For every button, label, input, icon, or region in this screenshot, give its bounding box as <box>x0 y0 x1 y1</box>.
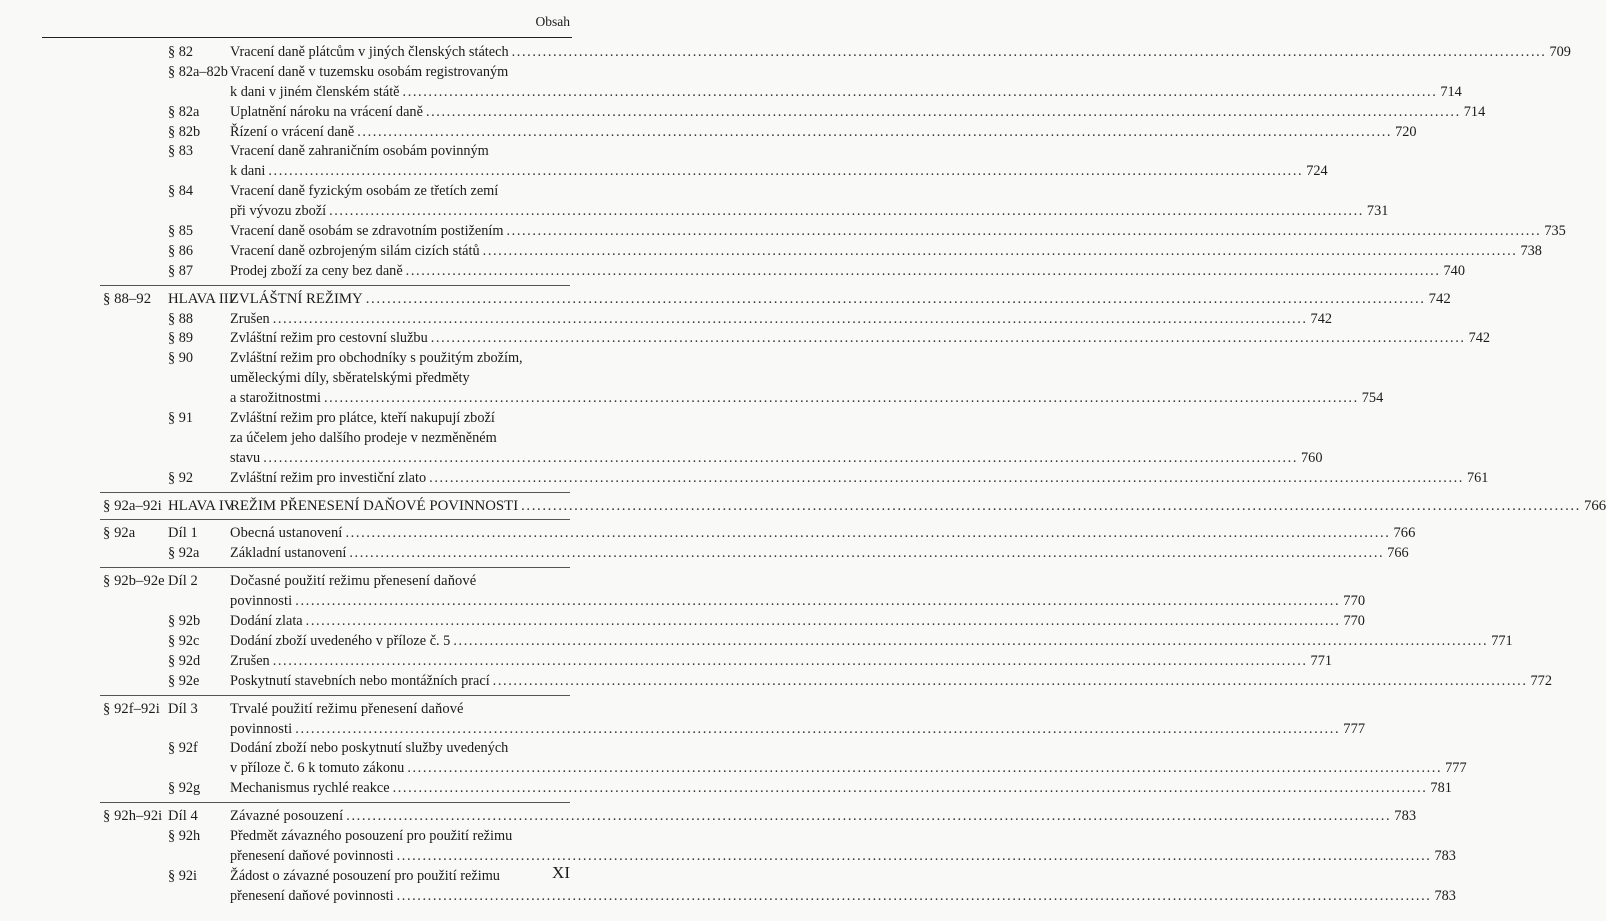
toc-subsection-label: § 85 <box>168 223 194 240</box>
toc-entry-title: Základní ustanovení <box>230 545 347 562</box>
toc-subsection-label: Díl 2 <box>168 573 198 590</box>
toc-entry-title: Vracení daně osobám se zdravotním postižením <box>230 223 504 240</box>
toc-subsection-label: Díl 3 <box>168 700 198 717</box>
toc-entry[interactable] <box>0 222 1566 242</box>
toc-subsection-label: HLAVA III <box>168 290 234 307</box>
toc-entry-line <box>0 369 600 389</box>
toc-entry-line <box>0 497 1606 517</box>
toc-entry-line <box>0 142 600 162</box>
toc-entry-line <box>0 469 1489 489</box>
dot-leader: ........................................................................................................................................................................................................ <box>272 310 1308 327</box>
section-divider <box>0 516 600 524</box>
toc-entry-title: při vývozu zboží <box>230 203 327 220</box>
toc-entry-title: Prodej zboží za ceny bez daně <box>230 262 403 279</box>
toc-entry-line <box>0 700 600 720</box>
toc-entry-title: Vracení daně zahraničním osobám povinným <box>230 143 489 160</box>
toc-entry-line <box>0 759 1467 779</box>
toc-subsection-label: § 87 <box>168 262 194 279</box>
section-divider <box>0 692 600 700</box>
toc-page-ref: 777 <box>1343 720 1366 737</box>
toc-page-ref: 766 <box>1393 525 1416 542</box>
toc-page-ref: 781 <box>1430 780 1452 797</box>
toc-entry-line <box>0 63 600 83</box>
toc-page-ref: 766 <box>1387 545 1409 562</box>
toc-entry[interactable] <box>0 524 1416 544</box>
dot-leader: ........................................................................................................................................................................................................ <box>511 44 1547 60</box>
toc-subsection-label: § 90 <box>168 350 194 367</box>
toc-entry-line <box>0 83 1462 103</box>
toc-subsection-label: HLAVA IV <box>168 497 235 514</box>
toc-page-ref: 740 <box>1443 262 1465 279</box>
toc-entry-line <box>0 847 1456 867</box>
toc-subsection-label: § 89 <box>168 330 194 347</box>
toc-entry[interactable] <box>0 632 1513 652</box>
toc-entry-line <box>0 807 1417 827</box>
toc-entry-line <box>0 572 600 592</box>
toc-entry[interactable] <box>0 182 1389 222</box>
toc-page-ref: 783 <box>1394 808 1417 825</box>
toc-page-ref: 735 <box>1544 223 1566 240</box>
toc-subsection-label: § 88 <box>168 310 194 327</box>
toc-page-ref: 742 <box>1468 330 1491 347</box>
toc-entry-title: Závazné posouzení <box>230 808 344 825</box>
toc-page-ref: 742 <box>1310 310 1332 327</box>
toc-subsection-label: § 92a <box>168 545 200 562</box>
toc-page-ref: 766 <box>1583 497 1606 514</box>
toc-page-ref: 714 <box>1463 103 1486 120</box>
section-divider <box>0 799 600 807</box>
toc-entry-line <box>0 524 1416 544</box>
toc-entry-title: Zrušen <box>230 652 270 669</box>
toc-entry-line <box>0 123 1417 143</box>
toc-entry-title: za účelem jeho dalšího prodeje v nezměněném <box>230 429 497 446</box>
toc-subsection-label: § 92g <box>168 780 201 797</box>
toc-subsection-label: § 83 <box>168 143 194 160</box>
toc-section-range: § 92f–92i <box>103 700 160 717</box>
table-of-contents <box>0 43 1606 907</box>
toc-entry-title: Poskytnutí stavebních nebo montážních prací <box>230 672 490 689</box>
dot-leader: ........................................................................................................................................................................................................ <box>305 613 1341 630</box>
toc-entry-line <box>0 739 600 759</box>
toc-entry-title: stavu <box>230 449 261 466</box>
dot-leader: ........................................................................................................................................................................................................ <box>396 887 1432 904</box>
toc-entry-line <box>0 720 1366 740</box>
toc-entry[interactable] <box>0 652 1332 672</box>
toc-entry-title: přenesení daňové povinnosti <box>230 847 394 864</box>
section-divider <box>0 489 600 497</box>
toc-entry[interactable] <box>0 63 1462 103</box>
dot-leader: ........................................................................................................................................................................................................ <box>492 672 1528 689</box>
toc-entry-title: přenesení daňové povinnosti <box>230 887 394 904</box>
toc-page-ref: 742 <box>1428 290 1451 307</box>
toc-entry-line <box>0 632 1513 652</box>
toc-entry-line <box>0 310 1332 330</box>
toc-entry-title: Uplatnění nároku na vrácení daně <box>230 103 423 120</box>
toc-entry-line <box>0 162 1328 182</box>
toc-subsection-label: § 82a–82b <box>168 63 228 80</box>
toc-entry-title: REŽIM PŘENESENÍ DAŇOVÉ POVINNOSTI <box>230 497 519 514</box>
dot-leader: ........................................................................................................................................................................................................ <box>295 720 1341 737</box>
toc-entry-line <box>0 429 600 449</box>
toc-entry-title: Předmět závazného posouzení pro použití režimu <box>230 827 513 844</box>
toc-subsection-label: § 92f <box>168 740 198 757</box>
running-header-title: Obsah <box>535 14 570 29</box>
page-number: XI <box>552 863 570 882</box>
toc-entry-title: Dodání zboží uvedeného v příloze č. 5 <box>230 632 451 649</box>
toc-entry-title: Dodání zboží nebo poskytnutí služby uvedených <box>230 740 509 757</box>
toc-page-ref: 709 <box>1549 44 1571 60</box>
toc-subsection-label: § 86 <box>168 242 194 259</box>
dot-leader: ........................................................................................................................................................................................................ <box>402 83 1438 100</box>
toc-entry-line <box>0 409 600 429</box>
toc-subsection-label: § 92i <box>168 867 197 884</box>
toc-subsection-label: § 82 <box>168 44 194 60</box>
dot-leader: ........................................................................................................................................................................................................ <box>392 780 1428 797</box>
toc-entry-title: v příloze č. 6 k tomuto zákonu <box>230 760 405 777</box>
toc-page-ref: 783 <box>1434 847 1456 864</box>
toc-entry-title: Vracení daně v tuzemsku osobám registrovaným <box>230 63 509 80</box>
toc-entry-title: Zvláštní režim pro obchodníky s použitým zbožím, <box>230 350 523 367</box>
toc-page-ref: 738 <box>1520 242 1542 259</box>
dot-leader: ........................................................................................................................................................................................................ <box>263 449 1299 466</box>
toc-entry-title: Zrušen <box>230 310 270 327</box>
dot-leader: ........................................................................................................................................................................................................ <box>425 103 1461 120</box>
dot-leader: ........................................................................................................................................................................................................ <box>405 262 1441 279</box>
toc-entry-title: Dočasné použití režimu přenesení daňové <box>230 573 477 590</box>
toc-subsection-label: § 92c <box>168 632 200 649</box>
toc-entry-line <box>0 544 1409 564</box>
toc-entry-title: Mechanismus rychlé reakce <box>230 780 390 797</box>
dot-leader: ........................................................................................................................................................................................................ <box>407 760 1443 777</box>
toc-entry-title: Obecná ustanovení <box>230 525 343 542</box>
toc-entry-line <box>0 449 1323 469</box>
toc-entry[interactable] <box>0 497 1606 517</box>
toc-entry[interactable] <box>0 349 1384 409</box>
toc-entry[interactable] <box>0 103 1486 123</box>
toc-page-ref: 770 <box>1343 613 1365 630</box>
toc-page-ref: 724 <box>1306 163 1328 180</box>
toc-entry-title: a starožitnostmi <box>230 390 321 407</box>
dot-leader: ........................................................................................................................................................................................................ <box>346 808 1392 825</box>
dot-leader: ........................................................................................................................................................................................................ <box>521 497 1581 514</box>
dot-leader: ........................................................................................................................................................................................................ <box>295 593 1341 610</box>
toc-entry-line <box>0 329 1491 349</box>
toc-entry[interactable] <box>0 572 1366 612</box>
dot-leader: ........................................................................................................................................................................................................ <box>329 203 1364 220</box>
header-rule <box>42 37 572 38</box>
dot-leader: ........................................................................................................................................................................................................ <box>430 330 1466 347</box>
toc-page-ref: 760 <box>1301 449 1323 466</box>
toc-entry-title: Řízení o vrácení daně <box>230 123 355 140</box>
toc-page-ref: 770 <box>1343 593 1366 610</box>
toc-subsection-label: § 82a <box>168 103 200 120</box>
toc-entry[interactable] <box>0 242 1542 262</box>
toc-section-range: § 92h–92i <box>103 808 163 825</box>
toc-entry-line <box>0 242 1542 262</box>
toc-page-ref: 783 <box>1434 887 1456 904</box>
toc-subsection-label: § 92b <box>168 613 201 630</box>
toc-subsection-label: § 82b <box>168 123 201 140</box>
toc-page-ref: 772 <box>1530 672 1552 689</box>
toc-entry-line <box>0 867 600 887</box>
toc-subsection-label: § 92h <box>168 827 201 844</box>
toc-entry-title: Zvláštní režim pro investiční zlato <box>230 469 427 486</box>
toc-entry[interactable] <box>0 409 1323 469</box>
toc-entry[interactable] <box>0 779 1452 799</box>
toc-subsection-label: Díl 4 <box>168 808 198 825</box>
toc-entry[interactable] <box>0 329 1491 349</box>
dot-leader: ........................................................................................................................................................................................................ <box>357 123 1393 140</box>
toc-entry[interactable] <box>0 700 1366 740</box>
dot-leader: ........................................................................................................................................................................................................ <box>365 290 1426 307</box>
dot-leader: ........................................................................................................................................................................................................ <box>429 469 1464 486</box>
toc-entry-title: Žádost o závazné posouzení pro použití režimu <box>230 867 500 884</box>
toc-entry-title: Dodání zlata <box>230 613 303 630</box>
dot-leader: ........................................................................................................................................................................................................ <box>268 163 1304 180</box>
section-divider <box>0 564 600 572</box>
dot-leader: ........................................................................................................................................................................................................ <box>506 223 1542 240</box>
dot-leader: ........................................................................................................................................................................................................ <box>453 632 1489 649</box>
toc-entry-line <box>0 222 1566 242</box>
toc-entry-title: Zvláštní režim pro plátce, kteří nakupují zboží <box>230 410 495 427</box>
toc-entry[interactable] <box>0 544 1409 564</box>
toc-subsection-label: § 92d <box>168 652 201 669</box>
toc-entry-line <box>0 103 1486 123</box>
toc-entry[interactable] <box>0 262 1465 282</box>
dot-leader: ........................................................................................................................................................................................................ <box>482 242 1518 259</box>
toc-entry[interactable] <box>0 739 1467 779</box>
toc-page-ref: 714 <box>1440 83 1462 100</box>
dot-leader: ........................................................................................................................................................................................................ <box>396 847 1432 864</box>
toc-section-range: § 92a <box>103 525 136 542</box>
toc-entry[interactable] <box>0 43 1571 63</box>
toc-subsection-label: § 91 <box>168 410 194 427</box>
toc-entry[interactable] <box>0 612 1365 632</box>
toc-entry-line <box>0 349 600 369</box>
toc-subsection-label: Díl 1 <box>168 525 198 542</box>
toc-entry-line <box>0 612 1365 632</box>
toc-subsection-label: § 92 <box>168 469 194 486</box>
toc-entry-title: uměleckými díly, sběratelskými předměty <box>230 370 470 387</box>
toc-entry-line <box>0 262 1465 282</box>
toc-entry-line <box>0 779 1452 799</box>
toc-entry[interactable] <box>0 867 1456 907</box>
toc-entry-title: Vracení daně plátcům v jiných členských státech <box>230 44 509 60</box>
toc-entry-line <box>0 827 600 847</box>
toc-entry[interactable] <box>0 310 1332 330</box>
toc-entry-title: ZVLÁŠTNÍ REŽIMY <box>230 290 363 307</box>
toc-page-ref: 720 <box>1395 123 1417 140</box>
toc-entry-line <box>0 43 1571 63</box>
toc-subsection-label: § 84 <box>168 183 194 200</box>
toc-entry-line <box>0 592 1366 612</box>
toc-entry-line <box>0 290 1451 310</box>
toc-entry[interactable] <box>0 469 1489 489</box>
toc-entry-line <box>0 672 1552 692</box>
toc-entry-title: povinnosti <box>230 593 293 610</box>
toc-entry-line <box>0 887 1456 907</box>
toc-entry-title: Vracení daně ozbrojeným silám cizích států <box>230 242 480 259</box>
toc-entry[interactable] <box>0 142 1328 182</box>
toc-entry-title: Zvláštní režim pro cestovní službu <box>230 330 428 347</box>
toc-page-ref: 761 <box>1466 469 1489 486</box>
toc-entry[interactable] <box>0 672 1552 692</box>
toc-page-ref: 754 <box>1361 390 1384 407</box>
toc-section-range: § 92a–92i <box>103 497 162 514</box>
toc-page-ref: 731 <box>1366 203 1389 220</box>
toc-entry-title: Vracení daně fyzickým osobám ze třetích zemí <box>230 183 499 200</box>
toc-entry-line <box>0 202 1389 222</box>
toc-page-ref: 777 <box>1445 760 1467 777</box>
section-divider <box>0 282 600 290</box>
toc-entry-line <box>0 652 1332 672</box>
toc-entry-title: povinnosti <box>230 720 293 737</box>
toc-entry[interactable] <box>0 290 1451 310</box>
toc-entry[interactable] <box>0 827 1456 867</box>
toc-entry[interactable] <box>0 123 1417 143</box>
dot-leader: ........................................................................................................................................................................................................ <box>349 545 1385 562</box>
toc-entry-title: k dani <box>230 163 266 180</box>
dot-leader: ........................................................................................................................................................................................................ <box>345 525 1391 542</box>
dot-leader: ........................................................................................................................................................................................................ <box>323 390 1359 407</box>
toc-subsection-label: § 92e <box>168 672 200 689</box>
toc-entry-title: Trvalé použití režimu přenesení daňové <box>230 700 464 717</box>
toc-section-range: § 92b–92e <box>103 573 165 590</box>
toc-page-ref: 771 <box>1310 652 1332 669</box>
toc-entry-line <box>0 182 600 202</box>
toc-entry-title: k dani v jiném členském státě <box>230 83 400 100</box>
dot-leader: ........................................................................................................................................................................................................ <box>272 652 1308 669</box>
toc-section-range: § 88–92 <box>103 290 152 307</box>
toc-entry-line <box>0 389 1384 409</box>
toc-entry[interactable] <box>0 807 1417 827</box>
toc-page-ref: 771 <box>1491 632 1513 649</box>
